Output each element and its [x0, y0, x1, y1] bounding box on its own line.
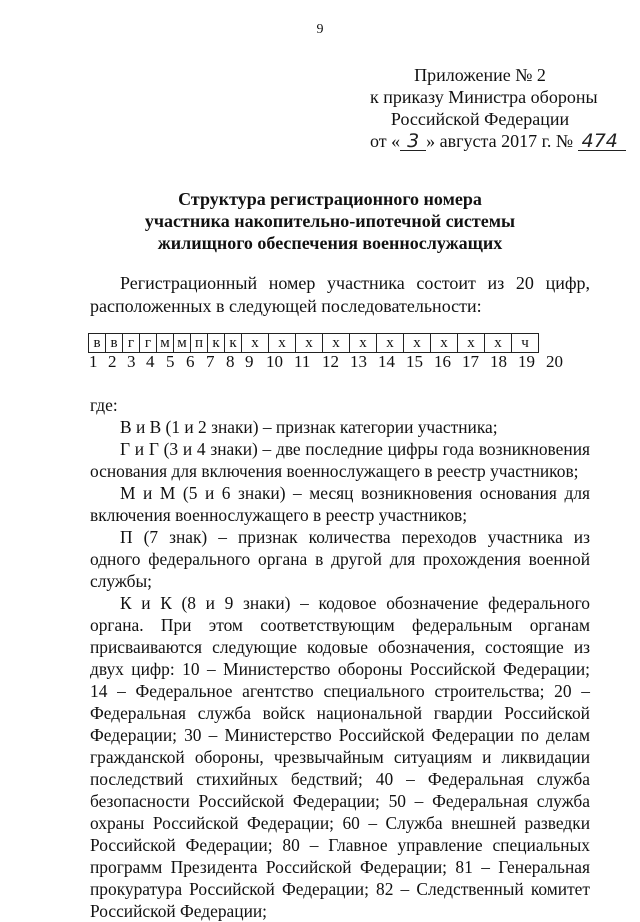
register-cell: к — [225, 334, 242, 353]
register-cell: ч — [512, 334, 539, 353]
handwritten-day: 3 — [400, 132, 426, 151]
position-number: 13 — [350, 352, 367, 371]
paragraph-year: Г и Г (3 и 4 знаки) – две последние цифры года возникновения основания для включения военнослужащего в реестр участников; — [90, 439, 590, 481]
position-number: 1 — [89, 352, 98, 371]
register-cell: х — [323, 334, 350, 353]
position-number: 10 — [266, 352, 283, 371]
register-cell: м — [174, 334, 191, 353]
register-cell: х — [296, 334, 323, 353]
position-number: 19 — [518, 352, 535, 371]
paragraph-month: М и М (5 и 6 знаки) – месяц возникновения основания для включения военнослужащего в реестр участников; — [90, 483, 590, 525]
title-line-2: участника накопительно-ипотечной системы — [144, 211, 516, 231]
position-number: 17 — [462, 352, 479, 371]
appendix-header — [370, 64, 618, 152]
appendix-order-ref: к приказу Министра обороны — [370, 87, 598, 107]
position-number: 3 — [127, 352, 136, 371]
register-cell: в — [89, 334, 106, 353]
document-title — [90, 188, 570, 254]
register-cell: х — [485, 334, 512, 353]
where-label: где: — [90, 395, 118, 415]
register-cell: г — [123, 334, 140, 353]
title-line-3: жилищного обеспечения военнослужащих — [157, 233, 503, 253]
register-cell: к — [208, 334, 225, 353]
register-number-table — [88, 333, 539, 353]
page-number: 9 — [316, 22, 324, 37]
position-number: 5 — [166, 352, 175, 371]
register-cell: г — [140, 334, 157, 353]
register-cell: х — [242, 334, 269, 353]
position-number: 11 — [294, 352, 311, 371]
register-positions-row — [86, 352, 596, 374]
document-body — [90, 394, 590, 922]
handwritten-order-number: 474 — [578, 132, 626, 151]
paragraph-category: В и В (1 и 2 знаки) – признак категории участника; — [120, 417, 498, 437]
date-mid: » августа 2017 г. № — [426, 131, 574, 151]
position-number: 20 — [546, 352, 563, 371]
position-number: 7 — [206, 352, 215, 371]
register-cell: х — [458, 334, 485, 353]
register-cell: х — [350, 334, 377, 353]
register-cell: х — [269, 334, 296, 353]
position-number: 4 — [146, 352, 155, 371]
appendix-title: Приложение № 2 — [414, 65, 546, 85]
position-number: 2 — [108, 352, 117, 371]
title-line-1: Структура регистрационного номера — [178, 189, 482, 209]
appendix-date-line — [370, 130, 618, 152]
register-cell: в — [106, 334, 123, 353]
paragraph-transfers: П (7 знак) – признак количества переходов участника из одного федерального органа в другой для прохождения военной службы; — [90, 527, 590, 591]
date-prefix: от « — [370, 131, 401, 151]
register-cell: х — [404, 334, 431, 353]
intro-paragraph: Регистрационный номер участника состоит из 20 цифр, расположенных в следующей последовательности: — [90, 273, 590, 316]
position-number: 6 — [186, 352, 195, 371]
position-number: 15 — [406, 352, 423, 371]
position-number: 14 — [378, 352, 395, 371]
position-number: 9 — [245, 352, 254, 371]
position-number: 16 — [434, 352, 451, 371]
paragraph-federal-codes: К и К (8 и 9 знаки) – кодовое обозначение федерального органа. При этом соответствующим федеральным органам присваиваются следующие кодовые обозначения, состоящие из двух цифр: 10 – Министерство обороны Российской Федерации; 14 – Федеральное агентство специального строительства; 20 – Федеральная служба войск национальной гвардии Российской Федерации; 30 – Министерство Российской Федерации по делам гражданской обороны, чрезвычайным ситуациям и ликвидации последствий стихийных бедствий; 40 – Федеральная служба безопасности Российской Федерации; 50 – Федеральная служба охраны Российской Федерации; 60 – Служба внешней разведки Российской Федерации; 80 – Главное управление специальных программ Президента Российской Федерации; 81 – Генеральная прокуратура Российской Федерации; 82 – Следственный комитет Российской Федерации; — [90, 593, 590, 921]
register-cell: х — [377, 334, 404, 353]
register-letters-row — [89, 334, 539, 353]
position-number: 12 — [322, 352, 339, 371]
position-number: 18 — [490, 352, 507, 371]
register-cell: п — [191, 334, 208, 353]
appendix-country: Российской Федерации — [390, 109, 570, 129]
position-number: 8 — [226, 352, 235, 371]
register-cell: х — [431, 334, 458, 353]
register-cell: м — [157, 334, 174, 353]
